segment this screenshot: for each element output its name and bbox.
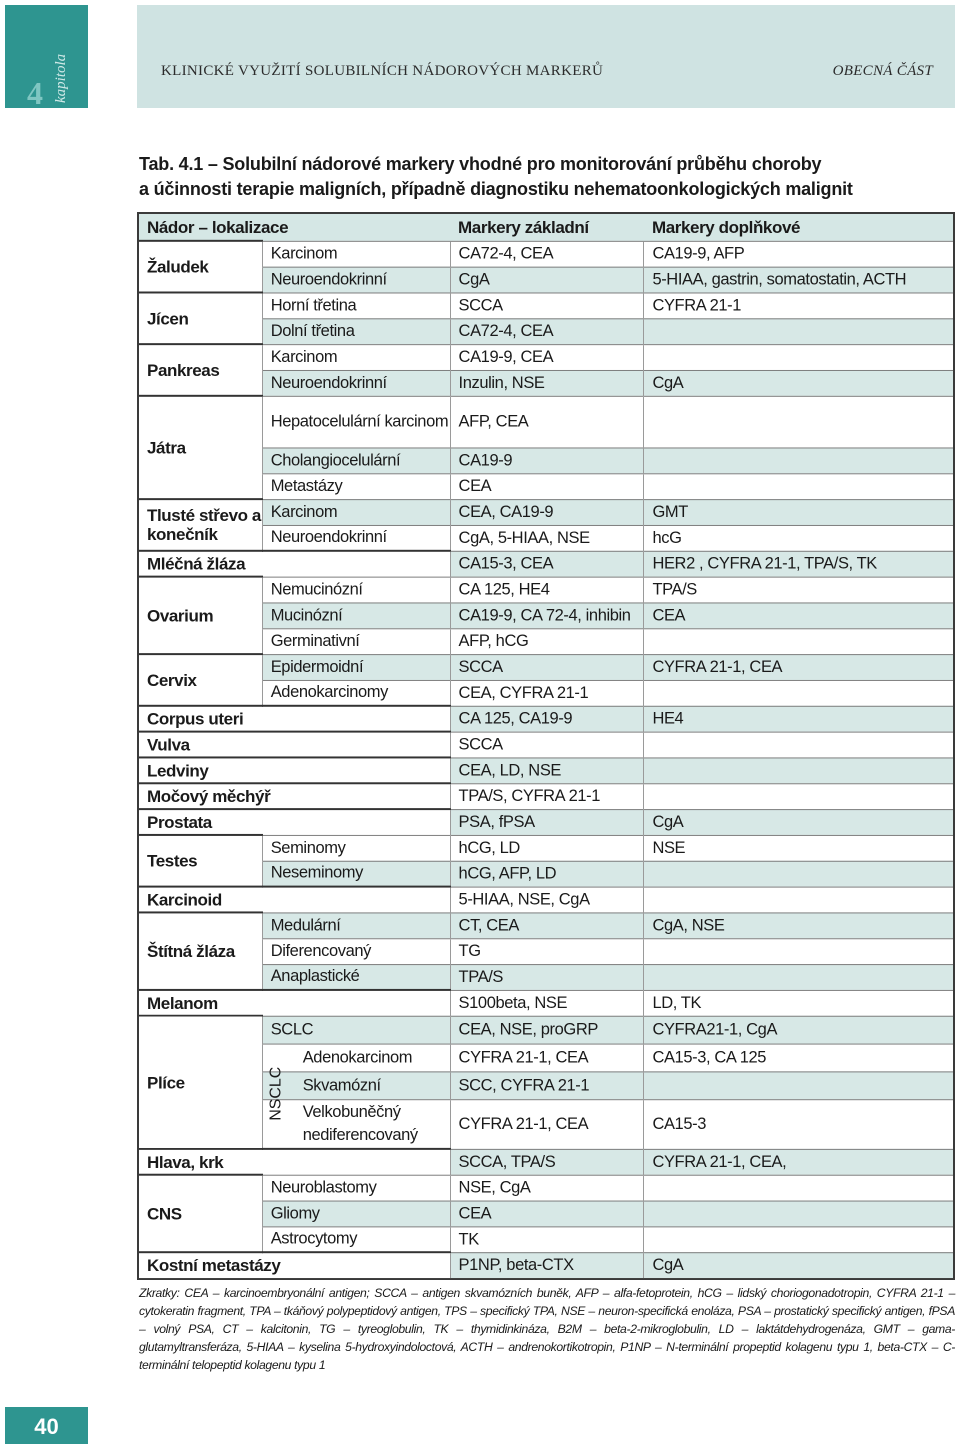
basic-markers: CgA [450,267,644,293]
extra-markers: CgA [644,1252,953,1278]
tumor-location: Corpus uteri [139,706,450,732]
tumor-location: Mléčná žláza [139,551,450,577]
extra-markers: CA15-3 [644,1099,953,1149]
header-location: Nádor – lokalizace [139,214,450,241]
table-row [139,757,953,783]
basic-markers: S100beta, NSE [450,990,644,1016]
basic-markers: CA 125, CA19-9 [450,706,644,732]
tumor-subtype: Adenokarcinomy [262,680,450,706]
basic-markers: CYFRA 21-1, CEA [450,1099,644,1149]
table-row [139,990,953,1016]
extra-markers [644,680,953,706]
table-body [139,241,953,1278]
basic-markers: AFP, hCG [450,628,644,654]
table-row [139,344,953,370]
extra-markers [644,757,953,783]
running-header-section: OBECNÁ ČÁST [832,63,933,79]
table-row [139,499,953,525]
tumor-subtype: Neuroendokrinní [262,267,450,293]
tumor-subtype: Nemucinózní [262,577,450,603]
tumor-location: Jícen [139,292,262,344]
tumor-subtype: Epidermoidní [262,654,450,680]
table-row [139,887,953,913]
tumor-subtype: Anaplastické [262,964,450,990]
table-header-row [139,214,953,241]
caption-line-1: Tab. 4.1 – Solubilní nádorové markery vhodné pro monitorování průběhu choroby [139,154,822,174]
extra-markers [644,1071,953,1099]
basic-markers: CEA [450,473,644,499]
table-row [139,577,953,603]
extra-markers: HE4 [644,706,953,732]
table-row [139,835,953,861]
chapter-tab [5,5,88,111]
tumor-location: Ovarium [139,577,262,654]
tumor-location: Pankreas [139,344,262,396]
basic-markers: CA15-3, CEA [450,551,644,577]
tumor-subtype: Karcinom [262,499,450,525]
extra-markers: CYFRA 21-1 [644,292,953,318]
tumor-subtype: Metastázy [262,473,450,499]
extra-markers [644,344,953,370]
extra-markers [644,447,953,473]
extra-markers [644,1226,953,1252]
basic-markers: CA 125, HE4 [450,577,644,603]
basic-markers: TG [450,938,644,964]
basic-markers: CEA, CA19-9 [450,499,644,525]
basic-markers: SCC, CYFRA 21-1 [450,1071,644,1099]
extra-markers: CEA [644,602,953,628]
running-header-title: KLINICKÉ VYUŽITÍ SOLUBILNÍCH NÁDOROVÝCH MARKERŮ [161,63,604,79]
extra-markers: CgA [644,809,953,835]
tumor-location: Játra [139,396,262,499]
extra-markers: CYFRA21-1, CgA [644,1016,953,1044]
tumor-subtype: Velkobuněčný nediferencovaný [262,1099,450,1149]
lung-nsclc-label: NSCLC [267,1066,285,1121]
table-row [139,396,953,448]
basic-markers: SCCA [450,732,644,758]
tumor-location: Tlusté střevo a konečník [139,499,262,551]
basic-markers: SCCA, TPA/S [450,1149,644,1175]
table-row [139,1175,953,1201]
tumor-subtype: Diferencovaný [262,938,450,964]
tumor-subtype: Horní třetina [262,292,450,318]
running-header [137,5,955,108]
tumor-location: Plíce [139,1016,262,1149]
tumor-subtype: Germinativní [262,628,450,654]
table-row [139,783,953,809]
table-row [139,1149,953,1175]
extra-markers: CgA [644,370,953,396]
extra-markers [644,732,953,758]
basic-markers: CEA [450,1201,644,1227]
extra-markers: CYFRA 21-1, CEA [644,654,953,680]
tumor-location: Žaludek [139,241,262,293]
extra-markers [644,318,953,344]
extra-markers: CYFRA 21-1, CEA, [644,1149,953,1175]
markers-table [139,214,953,1278]
tumor-location: Močový měchýř [139,783,450,809]
table-row [139,732,953,758]
caption-line-2: a účinnosti terapie maligních, případně diagnostiku nehematoonkologických malignit [139,179,853,199]
basic-markers: NSE, CgA [450,1175,644,1201]
basic-markers: TPA/S [450,964,644,990]
chapter-number: 4 [27,75,43,111]
extra-markers [644,964,953,990]
tumor-subtype: Karcinom [262,344,450,370]
page-number: 40 [34,1414,59,1439]
extra-markers: TPA/S [644,577,953,603]
table-row [139,654,953,680]
extra-markers: CgA, NSE [644,912,953,938]
table-row [139,1016,953,1044]
table-row [139,809,953,835]
lung-sclc-label: SCLC [262,1016,450,1044]
extra-markers: GMT [644,499,953,525]
table-row [139,912,953,938]
tumor-location: Vulva [139,732,450,758]
tumor-subtype: Seminomy [262,835,450,861]
table-row [139,551,953,577]
tumor-subtype-text: Adenokarcinom [302,1048,413,1066]
basic-markers: AFP, CEA [450,396,644,448]
basic-markers: CgA, 5-HIAA, NSE [450,525,644,551]
tumor-subtype: Astrocytomy [262,1226,450,1252]
tumor-subtype: Skvamózní [262,1071,450,1099]
tumor-subtype: Gliomy [262,1201,450,1227]
basic-markers: CA72-4, CEA [450,318,644,344]
basic-markers: CT, CEA [450,912,644,938]
markers-table-container [137,212,955,1280]
tumor-location: Testes [139,835,262,887]
tumor-subtype: Medulární [262,912,450,938]
extra-markers [644,1201,953,1227]
tumor-subtype: Dolní třetina [262,318,450,344]
basic-markers: CA19-9, CEA [450,344,644,370]
abbreviations-footnote: Zkratky: CEA – karcinoembryonální antigen; SCCA – antigen skvamózních buněk, AFP – alfa-fetoprotein, hCG – lidský choriogonadotropin, CYFRA 21-1 – cytokeratin fragment, TPA – tkáňový polypeptidový antigen, TPS – specifický TPA, NSE – neuron-specifická enoláza, PSA – prostatický specifický antigen, fPSA – volný PSA, CT – kalcitonin, TG – tyreoglobulin, TK – thymidinkináza, B2M – beta-2-mikroglobulin, LD – laktátdehydrogenáza, GMT – gama-glutamyltransferáza, 5-HIAA – kyselina 5-hydroxyindoloctová, ACTH – andrenokortikotropin, P1NP – N-terminální propeptid kolagenu typu 1, beta-CTX – C-terminální telopeptid kolagenu typu 1 [139,1286,955,1372]
basic-markers: hCG, LD [450,835,644,861]
tumor-location: Melanom [139,990,450,1016]
table-row [139,292,953,318]
basic-markers: 5-HIAA, NSE, CgA [450,887,644,913]
extra-markers: hcG [644,525,953,551]
basic-markers: Inzulin, NSE [450,370,644,396]
tumor-subtype: Karcinom [262,241,450,267]
tumor-location: Hlava, krk [139,1149,450,1175]
header-extra-markers: Markery doplňkové [644,214,953,241]
extra-markers: CA15-3, CA 125 [644,1044,953,1072]
table-row [139,706,953,732]
extra-markers [644,396,953,448]
basic-markers: CEA, CYFRA 21-1 [450,680,644,706]
basic-markers: hCG, AFP, LD [450,861,644,887]
header-basic-markers: Markery základní [450,214,644,241]
basic-markers: SCCA [450,292,644,318]
tumor-location: Kostní metastázy [139,1252,450,1278]
tumor-subtype: Neuroendokrinní [262,525,450,551]
tumor-subtype: Neuroendokrinní [262,370,450,396]
tumor-location: Prostata [139,809,450,835]
extra-markers [644,783,953,809]
extra-markers [644,473,953,499]
tumor-subtype: Hepatocelulární karcinom [262,396,450,448]
extra-markers: 5-HIAA, gastrin, somatostatin, ACTH [644,267,953,293]
basic-markers: TPA/S, CYFRA 21-1 [450,783,644,809]
tumor-location: Cervix [139,654,262,706]
tumor-location: Ledviny [139,757,450,783]
basic-markers: CA19-9, CA 72-4, inhibin [450,602,644,628]
basic-markers: TK [450,1226,644,1252]
page-number-box [5,1407,88,1444]
extra-markers [644,887,953,913]
tumor-location: Karcinoid [139,887,450,913]
extra-markers: LD, TK [644,990,953,1016]
tumor-location: Štítná žláza [139,912,262,989]
basic-markers: PSA, fPSA [450,809,644,835]
table-row [139,1252,953,1278]
tumor-subtype: Neuroblastomy [262,1175,450,1201]
basic-markers: CYFRA 21-1, CEA [450,1044,644,1072]
basic-markers: CEA, NSE, proGRP [450,1016,644,1044]
basic-markers: CA72-4, CEA [450,241,644,267]
tumor-subtype: Mucinózní [262,602,450,628]
basic-markers: CA19-9 [450,447,644,473]
extra-markers [644,938,953,964]
tumor-subtype: Neseminomy [262,861,450,887]
extra-markers [644,1175,953,1201]
basic-markers: SCCA [450,654,644,680]
extra-markers: NSE [644,835,953,861]
extra-markers [644,628,953,654]
table-row [139,241,953,267]
extra-markers: HER2 , CYFRA 21-1, TPA/S, TK [644,551,953,577]
basic-markers: P1NP, beta-CTX [450,1252,644,1278]
tumor-subtype: Cholangiocelulární [262,447,450,473]
extra-markers [644,861,953,887]
table-caption [139,152,955,202]
chapter-label: kapitola [53,53,69,103]
tumor-location: CNS [139,1175,262,1252]
extra-markers: CA19-9, AFP [644,241,953,267]
basic-markers: CEA, LD, NSE [450,757,644,783]
